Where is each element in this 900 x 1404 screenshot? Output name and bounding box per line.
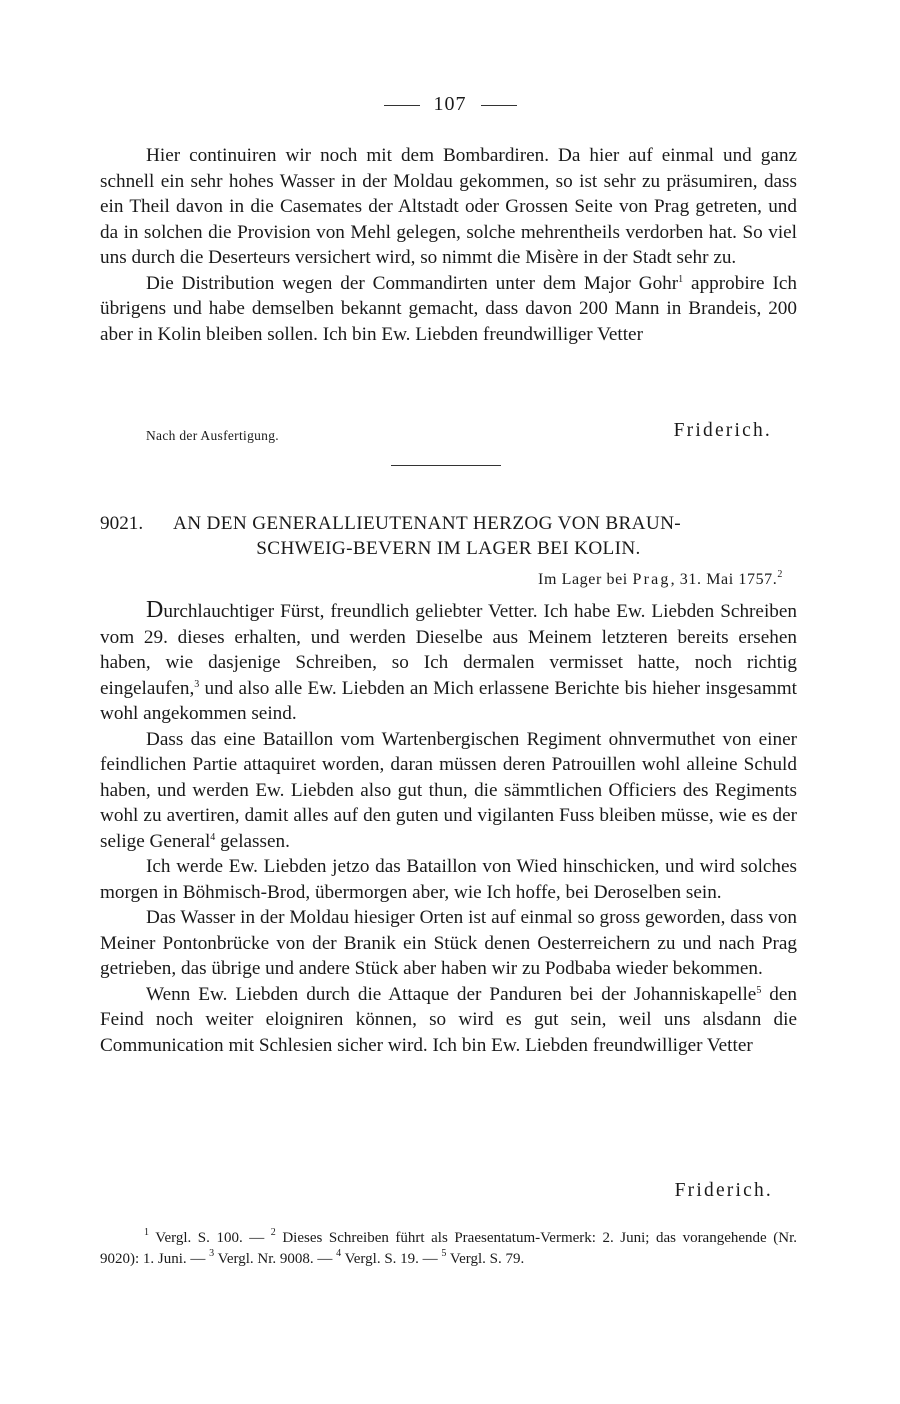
letter-heading-line-2: SCHWEIG-BEVERN IM LAGER BEI KOLIN.: [256, 538, 641, 559]
paragraph-text: den Feind noch weiter eloigniren können, so wird es gut sein, weil uns alsdann die Communication mit Schlesien sicher wird. Ich bin Ew. Liebden freundwilliger Vetter: [100, 983, 797, 1056]
footnote-text: Dieses Schreiben führt als Praesentatum-Vermerk: 2. Juni; das vorangehende (Nr. 9020): 1. Juni. —: [100, 1230, 797, 1267]
footnote-marker: 3: [194, 678, 200, 690]
footnote-marker: 5: [441, 1248, 447, 1259]
closing-row: [146, 420, 772, 448]
paragraph: [100, 982, 797, 1059]
paragraph-text: Durchlauchtiger Fürst, freundlich geliebter Vetter. Ich habe Ew. Liebden Schreiben vom 29. dieses erhalten, und werden Dieselbe aus Meinem letzteren bereits ersehen haben, wie dasjenige Schreiben, so Ich dermalen vermisset hatte, noch richtig eingelaufen,: [100, 597, 797, 699]
page-number-dash-left: [384, 105, 420, 106]
footnote-marker: 1: [144, 1227, 149, 1238]
footnote-marker: 2: [777, 569, 783, 580]
paragraph-text: Die Distribution wegen der Commandirten unter dem Major Gohr: [146, 272, 679, 294]
footnote-text: Vergl. S. 100. —: [149, 1230, 271, 1246]
paragraph: Das Wasser in der Moldau hiesiger Orten ist auf einmal so gross geworden, dass von Meiner Pontonbrücke von der Branik ein Stück denen Oesterreichern zu und nach Prag getrieben, das übrige und andere Stück aber haben wir zu Podbaba wieder bekommen.: [100, 907, 797, 979]
paragraph: [100, 727, 797, 855]
letter-number: 9021.: [100, 513, 144, 534]
paragraph-text: Wenn Ew. Liebden durch die Attaque der Panduren bei der Johanniskapelle: [146, 983, 757, 1005]
page-number: [0, 93, 900, 116]
footnote-marker: 3: [209, 1248, 215, 1259]
letter-signature: Friderich.: [674, 1180, 773, 1201]
paragraph-text: approbire Ich übrigens und habe demselben bekannt gemacht, dass davon 200 Mann in Brandeis, 200 aber in Kolin bleiben sollen. Ich bin Ew. Liebden freundwilliger Vetter: [100, 272, 797, 345]
letter-body: [100, 598, 797, 1058]
paragraph: [100, 271, 797, 348]
page-number-value: 107: [433, 93, 467, 115]
section-separator: [391, 465, 501, 466]
letter-heading-line-1: AN DEN GENERALLIEUTENANT HERZOG VON BRAUN-: [173, 513, 682, 534]
source-note: Nach der Ausfertigung.: [146, 428, 279, 443]
footnote-marker: 1: [678, 273, 684, 285]
footnote-text: Vergl. S. 79.: [446, 1251, 525, 1267]
footnote-marker: 2: [270, 1227, 276, 1238]
footnotes: [100, 1228, 797, 1270]
paragraph: Hier continuiren wir noch mit dem Bombardiren. Da hier auf einmal und ganz schnell ein sehr hohes Wasser in der Moldau gekommen, so ist sehr zu präsumiren, dass ein Theil davon in die Casemates der Altstadt oder Grossen Seite von Prag getreten, und da in solchen die Provision von Mehl gelegen, solche mehrentheils verdorben hat. So viel uns durch die Deserteurs versichert wird, so nimmt die Misère in der Stadt sehr zu.: [100, 145, 797, 268]
footnote-marker: 4: [336, 1248, 342, 1259]
footnote-text: Vergl. S. 19. —: [341, 1251, 442, 1267]
signature: Friderich.: [673, 420, 772, 441]
page-number-dash-right: [481, 105, 517, 106]
paragraph-text: Dass das eine Bataillon vom Wartenbergischen Regiment ohnvermuthet von einer feindlichen Partie attaquiret worden, daran müssen deren Patrouillen wohl alleine Schuld haben, und werden Ew. Liebden also gut thun, die sämmtlichen Officiers des Regiments wohl zu avertiren, damit alles auf den guten und vigilanten Fuss bleiben müsse, wie es der selige General: [100, 728, 797, 852]
dateline: [538, 571, 783, 589]
paragraph: [100, 598, 797, 727]
paragraph-text: gelassen.: [215, 830, 290, 852]
footnote-marker: 5: [756, 984, 762, 996]
footnote-marker: 4: [210, 831, 216, 843]
paragraph-text: und also alle Ew. Liebden an Mich erlassene Berichte bis hieher insgesammt wohl angekommen seind.: [100, 677, 797, 724]
dateline-text: Im Lager bei: [538, 571, 633, 588]
paragraph: Ich werde Ew. Liebden jetzo das Bataillon von Wied hinschicken, und wird solches morgen in Böhmisch-Brod, übermorgen aber, wie Ich hoffe, bei Deroselben sein.: [100, 856, 797, 903]
dateline-place: Prag: [632, 571, 671, 588]
footnote-text: Vergl. Nr. 9008. —: [214, 1251, 337, 1267]
previous-letter-ending: [100, 143, 797, 347]
footnote-paragraph: [100, 1228, 797, 1270]
dateline-date: , 31. Mai 1757.: [670, 571, 778, 588]
